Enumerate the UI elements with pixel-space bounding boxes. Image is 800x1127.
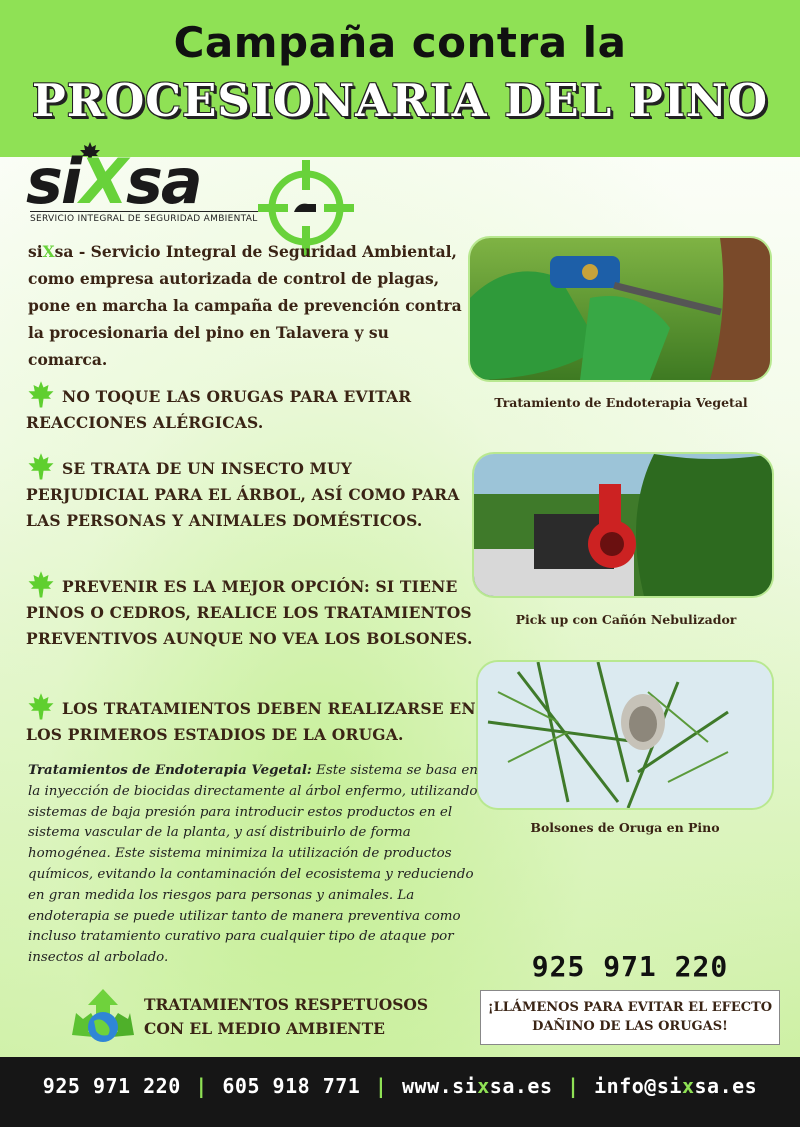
injection-photo bbox=[470, 238, 770, 380]
footer-phone-2[interactable]: 605 918 771 bbox=[222, 1074, 361, 1098]
pine-nest-photo bbox=[478, 662, 772, 808]
footer-contact-bar bbox=[0, 1057, 800, 1127]
logo-subtitle: SERVICIO INTEGRAL DE SEGURIDAD AMBIENTAL bbox=[30, 211, 258, 224]
photo-caption: Bolsones de Oruga en Pino bbox=[530, 820, 720, 835]
maple-leaf-icon bbox=[26, 452, 56, 482]
footer-website-link[interactable]: www.sixsa.es bbox=[401, 1074, 553, 1098]
photo-caption: Pick up con Cañón Nebulizador bbox=[515, 612, 737, 627]
separator: | bbox=[567, 1074, 580, 1098]
header-title-line2: PROCESIONARIA DEL PINO bbox=[31, 74, 769, 127]
photo-caption: Tratamiento de Endoterapia Vegetal bbox=[494, 395, 748, 410]
header-banner bbox=[0, 0, 800, 157]
phone-number[interactable]: 925 971 220 bbox=[531, 950, 729, 983]
intro-text: siXsa - Servicio Integral de Seguridad Ambiental, como empresa autorizada de control de plagas, pone en marcha la campaña de prevención contra la procesionaria del pino en Talavera y su comarca. bbox=[28, 242, 462, 369]
maple-leaf-icon bbox=[26, 692, 56, 722]
bullet-item: PREVENIR ES LA MEJOR OPCIÓN: SI TIENE PINOS O CEDROS, REALICE LOS TRATAMIENTOS PREVENTIVOS AUNQUE NO VEA LOS BOLSONES. bbox=[26, 570, 476, 652]
bullet-item: LOS TRATAMIENTOS DEBEN REALIZARSE EN LOS PRIMEROS ESTADIOS DE LA ORUGA. bbox=[26, 692, 476, 748]
footer-phone-1[interactable]: 925 971 220 bbox=[42, 1074, 181, 1098]
recycle-globe-icon bbox=[66, 985, 140, 1055]
maple-leaf-icon bbox=[26, 570, 56, 600]
separator: | bbox=[374, 1074, 388, 1098]
separator: | bbox=[195, 1074, 208, 1098]
call-to-action-box: ¡LLÁMENOS PARA EVITAR EL EFECTO DAÑINO DE LAS ORUGAS! bbox=[480, 990, 780, 1045]
logo-wordmark: siXsa bbox=[26, 145, 201, 218]
maple-leaf-icon bbox=[26, 380, 56, 410]
eco-slogan: TRATAMIENTOS RESPETUOSOS CON EL MEDIO AMBIENTE bbox=[144, 995, 429, 1038]
endoterapia-paragraph: Tratamientos de Endoterapia Vegetal: Este sistema se basa en la inyección de biocidas directamente al árbol enfermo, utilizando sistemas de baja presión para introducir estos productos en el sistema vascular de la planta, y así distribuirlo de forma homogénea. Este sistema minimiza la utilización de productos químicos, evitando la contaminación del ecosistema y reduciendo en gran medida los riesgos para personas y animales. La endoterapia se puede utilizar tanto de manera preventiva como incluso tratamiento curativo para cualquier tipo de ataque por insectos al arbolado. bbox=[28, 762, 478, 966]
bullet-item: SE TRATA DE UN INSECTO MUY PERJUDICIAL PARA EL ÁRBOL, ASÍ COMO PARA LAS PERSONAS Y ANIMALES DOMÉSTICOS. bbox=[26, 452, 476, 534]
footer-email-link[interactable]: info@sixsa.es bbox=[594, 1074, 758, 1098]
bullet-item: NO TOQUE LAS ORUGAS PARA EVITAR REACCIONES ALÉRGICAS. bbox=[26, 380, 476, 436]
nebulizer-photo bbox=[474, 454, 772, 596]
header-title-line1: Campaña contra la bbox=[173, 18, 627, 67]
